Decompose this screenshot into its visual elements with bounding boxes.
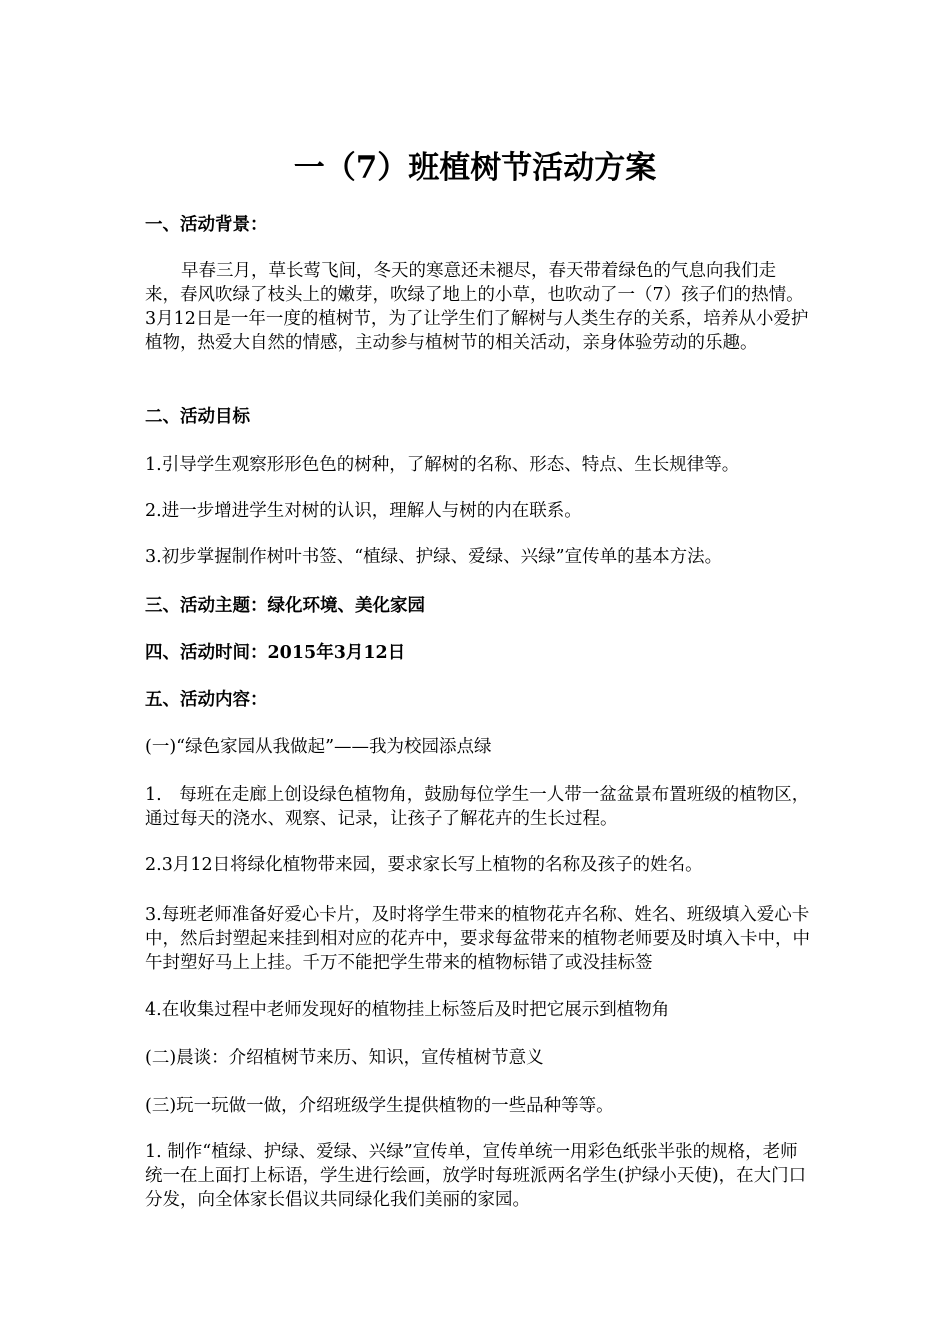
content-item-1: 1. 每班在走廊上创设绿色植物角，鼓励每位学生一人带一盆盆景布置班级的植物区，通过每天的浇水、观察、记录，让孩子了解花卉的生长过程。: [145, 785, 810, 829]
content-subsection-1: (一)“绿色家园从我做起”——我为校园添点绿: [145, 737, 492, 757]
goal-item-3: 3.初步掌握制作树叶书签、“植绿、护绿、爱绿、兴绿”宣传单的基本方法。: [145, 547, 723, 567]
content-item-3: 3.每班老师准备好爱心卡片，及时将学生带来的植物花卉名称、姓名、班级填入爱心卡中，然后封塑起来挂到相对应的花卉中，要求每盆带来的植物老师要及时填入卡中，中午封塑好马上上挂。千万不能把学生带来的植物标错了或没挂标签: [145, 905, 810, 973]
background-paragraph: 早春三月，草长莺飞间，冬天的寒意还未褪尽，春天带着绿色的气息向我们走来，春风吹绿了枝头上的嫩芽，吹绿了地上的小草，也吹动了一（7）孩子们的热情。3月12日是一年一度的植树节，为了让学生们了解树与人类生存的关系，培养从小爱护植物，热爱大自然的情感，主动参与植树节的相关活动，亲身体验劳动的乐趣。: [145, 261, 809, 353]
section-heading-background: 一、活动背景：: [145, 215, 268, 235]
content-subsection-2: (二)晨谈：介绍植树节来历、知识，宣传植树节意义: [145, 1048, 544, 1068]
section-heading-theme: 三、活动主题：绿化环境、美化家园: [145, 596, 425, 616]
content-item-4: 4.在收集过程中老师发现好的植物挂上标签后及时把它展示到植物角: [145, 1000, 670, 1020]
document-title: 一（7）班植树节活动方案: [293, 150, 657, 186]
content-subsection-3: (三)玩一玩做一做，介绍班级学生提供植物的一些品种等等。: [145, 1096, 614, 1116]
section-heading-content: 五、活动内容：: [145, 690, 268, 710]
section-heading-time: 四、活动时间：2015年3月12日: [145, 643, 406, 663]
goal-item-2: 2.进一步增进学生对树的认识，理解人与树的内在联系。: [145, 501, 582, 521]
goal-item-1: 1.引导学生观察形形色色的树种，了解树的名称、形态、特点、生长规律等。: [145, 455, 740, 475]
content-subsection-3-item-1: 1. 制作“植绿、护绿、爱绿、兴绿”宣传单，宣传单统一用彩色纸张半张的规格，老师统一在上面打上标语，学生进行绘画，放学时每班派两名学生(护绿小天使)，在大门口分发，向全体家长倡议共同绿化我们美丽的家园。: [145, 1142, 807, 1210]
content-item-2: 2.3月12日将绿化植物带来园，要求家长写上植物的名称及孩子的姓名。: [145, 855, 703, 875]
section-heading-goals: 二、活动目标: [145, 407, 250, 427]
